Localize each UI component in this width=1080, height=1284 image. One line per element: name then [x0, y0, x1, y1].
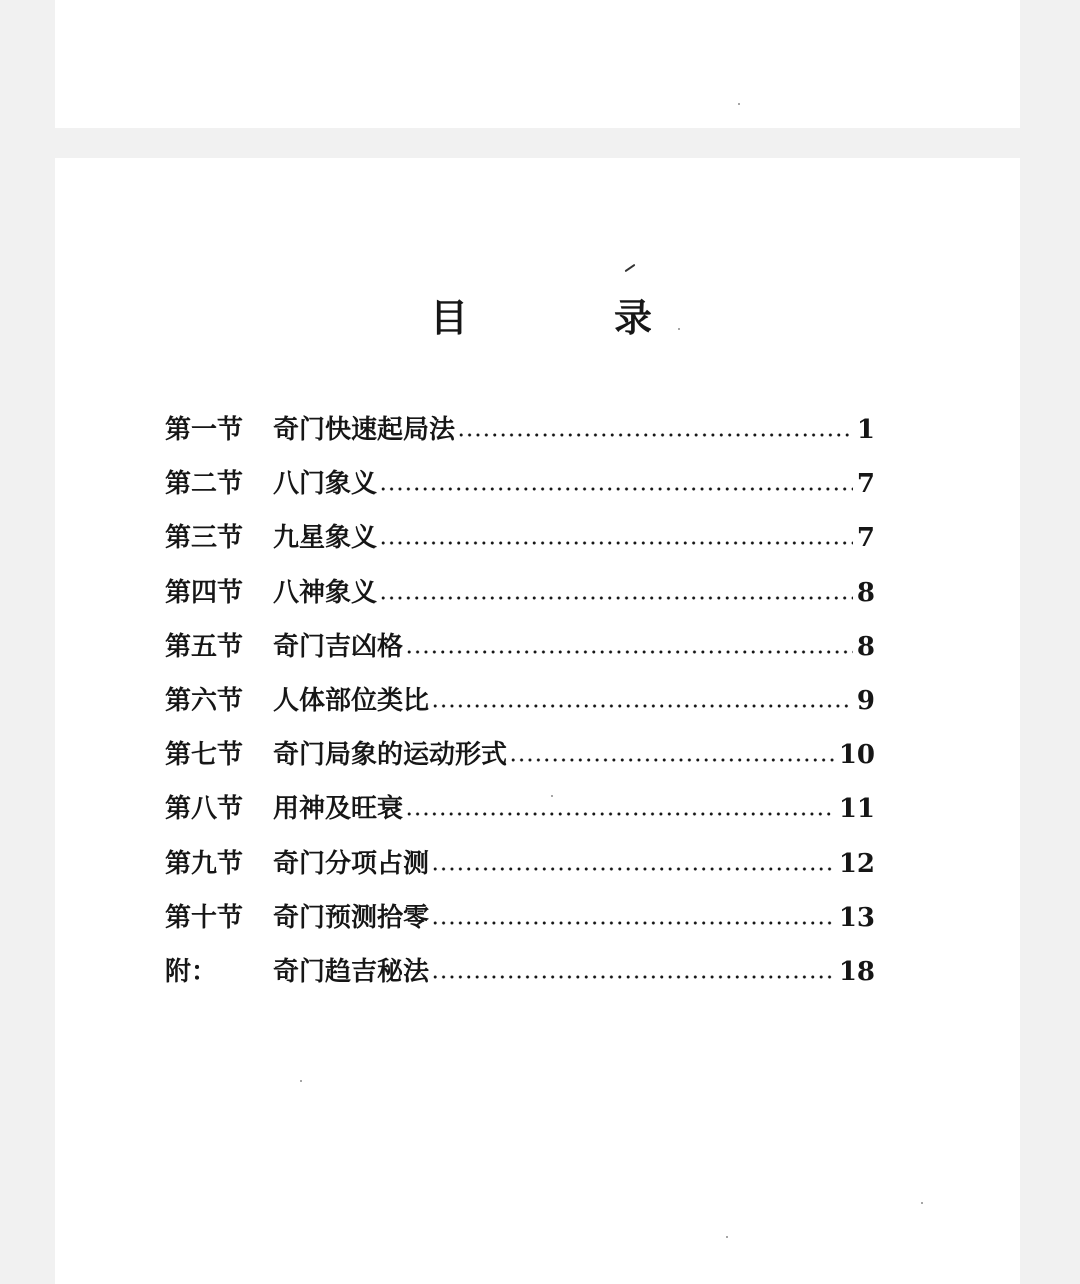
- dot-leader: [405, 650, 853, 654]
- toc-section-label: 第四节: [165, 577, 244, 608]
- toc-entry[interactable]: [165, 515, 875, 569]
- scan-speck: [738, 103, 740, 105]
- toc-entry-title: 用神及旺衰: [273, 794, 404, 825]
- toc-entry[interactable]: [165, 570, 875, 624]
- toc-page-number: 8: [856, 631, 875, 662]
- toc-entry[interactable]: [165, 949, 875, 1003]
- toc-page-number: 11: [838, 794, 875, 825]
- toc-page-number: 8: [856, 577, 875, 608]
- toc-page-number: 1: [856, 415, 875, 445]
- dot-leader: [379, 487, 853, 491]
- scan-speck: [678, 328, 680, 330]
- dot-leader: [457, 433, 853, 437]
- toc-entry[interactable]: [165, 624, 875, 678]
- table-of-contents: [165, 407, 875, 1003]
- toc-page-number: 18: [838, 956, 875, 987]
- toc-page-number: 7: [856, 469, 875, 500]
- title-char-2: 录: [614, 295, 653, 340]
- dot-leader: [405, 812, 835, 816]
- toc-section-label: 第一节: [165, 415, 244, 445]
- toc-entry-title: 奇门吉凶格: [273, 631, 404, 662]
- scan-speck: [551, 795, 553, 797]
- dot-leader: [379, 596, 853, 600]
- title-char-1: 目: [430, 295, 469, 340]
- toc-entry-title: 八神象义: [273, 577, 378, 608]
- toc-page-number: 12: [838, 848, 875, 879]
- toc-entry[interactable]: [165, 786, 875, 840]
- dot-leader: [379, 541, 853, 545]
- dot-leader: [431, 704, 853, 708]
- toc-entry[interactable]: [165, 732, 875, 786]
- scan-speck: [300, 1080, 302, 1082]
- toc-entry[interactable]: [165, 407, 875, 461]
- toc-page-number: 10: [838, 740, 875, 771]
- toc-entry-title: 奇门分项占测: [273, 848, 430, 879]
- toc-entry[interactable]: [165, 678, 875, 732]
- toc-entry-title: 奇门预测拾零: [273, 902, 430, 933]
- toc-entry-title: 八门象义: [273, 469, 378, 500]
- previous-page-fragment: [55, 0, 1020, 128]
- toc-section-label: 第九节: [165, 848, 244, 879]
- toc-page-number: 7: [856, 523, 875, 554]
- page-title: [0, 292, 1080, 344]
- toc-section-label: 第六节: [165, 685, 244, 716]
- toc-entry-title: 九星象义: [273, 523, 378, 554]
- toc-entry-title: 奇门快速起局法: [273, 415, 456, 445]
- toc-page-number: 13: [838, 902, 875, 933]
- toc-entry[interactable]: [165, 895, 875, 949]
- scan-speck: [726, 1236, 728, 1238]
- toc-entry-title: 奇门局象的运动形式: [273, 740, 508, 771]
- dot-leader: [431, 975, 835, 979]
- dot-leader: [431, 921, 835, 925]
- toc-section-label: 第三节: [165, 523, 244, 554]
- toc-entry-title: 奇门趋吉秘法: [273, 956, 430, 987]
- toc-page-number: 9: [856, 685, 875, 716]
- toc-section-label: 第二节: [165, 469, 244, 500]
- toc-section-label: 第十节: [165, 902, 244, 933]
- dot-leader: [431, 867, 835, 871]
- scan-speck: [921, 1202, 923, 1204]
- toc-entry-title: 人体部位类比: [273, 685, 430, 716]
- toc-entry[interactable]: [165, 461, 875, 515]
- toc-entry[interactable]: [165, 841, 875, 895]
- toc-section-label: 第七节: [165, 740, 244, 771]
- toc-section-label: 第八节: [165, 794, 244, 825]
- dot-leader: [509, 758, 835, 762]
- toc-section-label: 附：: [165, 956, 218, 987]
- toc-section-label: 第五节: [165, 631, 244, 662]
